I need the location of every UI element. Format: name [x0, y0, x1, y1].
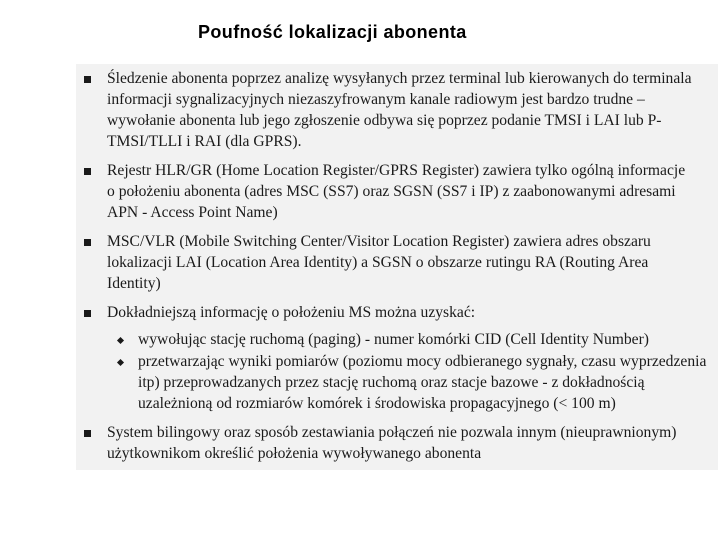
- diamond-bullet-icon: [117, 337, 124, 344]
- bullet-text: Dokładniejszą informację o położeniu MS można uzyskać:: [107, 304, 476, 321]
- sub-bullet-text: wywołując stację ruchomą (paging) - numer komórki CID (Cell Identity Number): [138, 331, 649, 348]
- diamond-bullet-icon: [117, 359, 124, 366]
- square-bullet-icon: [84, 76, 91, 83]
- bullet-item-msc-vlr: [76, 231, 696, 294]
- square-bullet-icon: [84, 239, 91, 246]
- sub-bullet-text: przetwarzając wyniki pomiarów (poziomu mocy odbieranego sygnały, czasu wyprzedzenia itp) przeprowadzanych przez stację ruchomą oraz stacje bazowe - z dokładnością uzależnioną od rozmiarów komórek i środowiska propagacyjnego (< 100 m): [138, 353, 707, 412]
- bullet-item-tracking: [76, 68, 696, 152]
- square-bullet-icon: [84, 168, 91, 175]
- bullet-item-ms-location: [76, 302, 696, 323]
- square-bullet-icon: [84, 430, 91, 437]
- bullet-item-hlr: [76, 160, 696, 223]
- square-bullet-icon: [84, 310, 91, 317]
- bullet-text: MSC/VLR (Mobile Switching Center/Visitor Location Register) zawiera adres obszaru lokalizacji LAI (Location Area Identity) a SGSN o obszarze rutingu RA (Routing Area Identity): [107, 233, 651, 292]
- bullet-item-billing: [76, 422, 696, 464]
- bullet-text: Rejestr HLR/GR (Home Location Register/GPRS Register) zawiera tylko ogólną informacje o położeniu abonenta (adres MSC (SS7) oraz SGSN (SS7 i IP) z zaabonowanymi adresami APN - Access Point Name): [107, 162, 686, 221]
- bullet-text: Śledzenie abonenta poprzez analizę wysyłanych przez terminal lub kierowanych do terminala informacji sygnalizacyjnych niezaszyfrowanym kanale radiowym jest bardzo trudne – wywołanie abonenta lub jego zgłoszenie odbywa się poprzez podanie TMSI i LAI lub P-TMSI/TLLI i RAI (dla GPRS).: [107, 70, 692, 150]
- scanned-text-block: [76, 64, 718, 470]
- sub-bullet-item-paging: [107, 329, 707, 350]
- slide-title: Poufność lokalizacji abonenta: [198, 22, 467, 42]
- sub-bullet-item-measurements: [107, 351, 707, 414]
- bullet-text: System bilingowy oraz sposób zestawiania połączeń nie pozwala innym (nieuprawnionym) użytkownikom określić położenia wywoływanego abonenta: [107, 424, 677, 462]
